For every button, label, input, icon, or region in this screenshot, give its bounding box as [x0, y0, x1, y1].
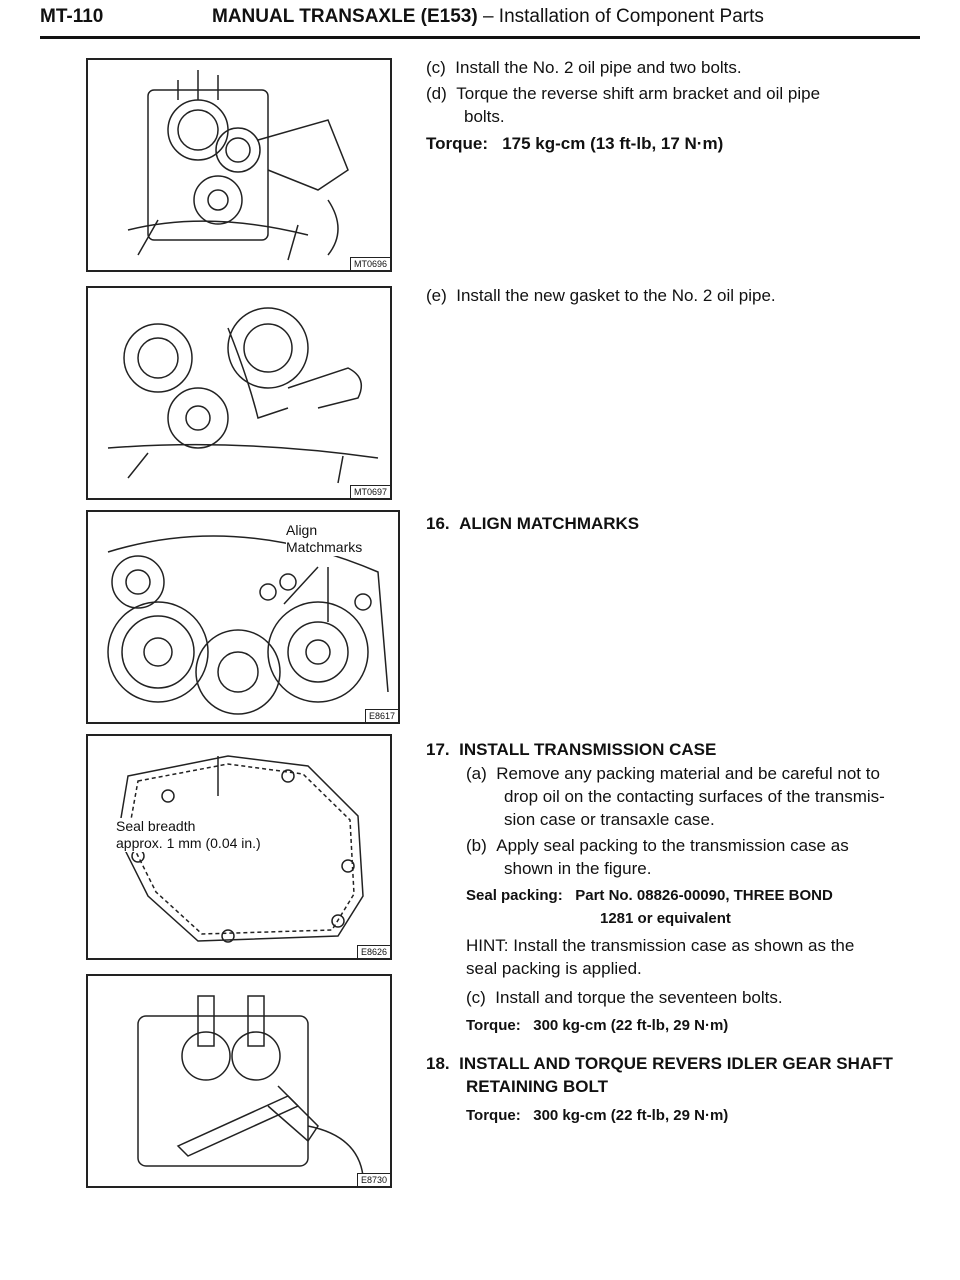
step-17b: (b) Apply seal packing to the transmission case as shown in the figure.: [466, 836, 849, 878]
figure-code: MT0697: [350, 485, 390, 498]
figure-code: E8626: [357, 945, 390, 958]
step-17c: (c) Install and torque the seventeen bolts.: [466, 988, 783, 1007]
page-header: [40, 2, 920, 38]
seal-breadth-callout: Seal breadth approx. 1 mm (0.04 in.): [116, 818, 261, 851]
torque-spec-2: Torque: 300 kg-cm (22 ft-lb, 29 N·m): [466, 1017, 729, 1034]
hint-note: HINT: Install the transmission case as shown as the seal packing is applied.: [466, 936, 855, 978]
figure-gasket-drawing: [88, 288, 390, 498]
step-c-install-oil-pipe: (c) Install the No. 2 oil pipe and two bolts.: [426, 58, 742, 77]
page-code: MT-110: [40, 6, 104, 27]
figure-code: MT0696: [350, 257, 390, 270]
figure-case-bolts: [86, 974, 392, 1188]
figure-gasket: [86, 286, 392, 500]
page-title: MANUAL TRANSAXLE (E153) – Installation of Component Parts: [212, 6, 764, 27]
figure-code: E8617: [365, 709, 398, 722]
step-18-heading: 18. INSTALL AND TORQUE REVERS IDLER GEAR SHAFT RETAINING BOLT: [426, 1054, 893, 1096]
torque-spec-3: Torque: 300 kg-cm (22 ft-lb, 29 N·m): [466, 1107, 729, 1124]
torque-spec-1: Torque: 175 kg-cm (13 ft-lb, 17 N·m): [426, 134, 724, 153]
step-17-heading: 17. INSTALL TRANSMISSION CASE: [426, 740, 717, 759]
figure-matchmarks: [86, 510, 400, 724]
figure-seal-packing: [86, 734, 392, 960]
seal-packing-spec: Seal packing: Part No. 08826-00090, THREE BOND 1281 or equivalent: [466, 887, 833, 927]
step-17a: (a) Remove any packing material and be careful not to drop oil on the contacting surfaces of the transmis- sion case or transaxle case.: [466, 764, 885, 829]
figure-case-bolts-drawing: [88, 976, 390, 1186]
step-d-torque-bracket: (d) Torque the reverse shift arm bracket and oil pipe bolts.: [426, 84, 821, 126]
step-e-install-gasket: (e) Install the new gasket to the No. 2 oil pipe.: [426, 286, 776, 305]
step-16-heading: 16. ALIGN MATCHMARKS: [426, 514, 640, 533]
figure-oil-pipe-drawing: [88, 60, 390, 270]
figure-oil-pipe: [86, 58, 392, 272]
header-rule: [40, 36, 920, 39]
figure-code: E8730: [357, 1173, 390, 1186]
matchmarks-callout: Align Matchmarks: [286, 522, 363, 555]
